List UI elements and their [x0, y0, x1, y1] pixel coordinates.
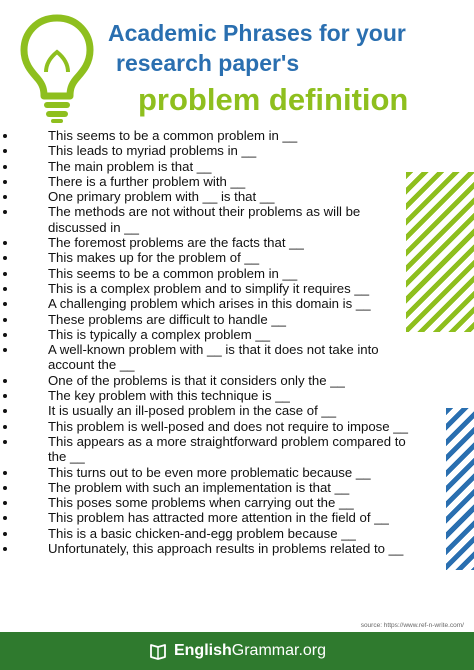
phrase-text: This is a basic chicken-and-egg problem because __ — [48, 525, 356, 541]
bullet-icon — [3, 394, 7, 398]
bullet-icon — [3, 486, 7, 490]
list-item — [0, 250, 474, 265]
list-item — [0, 128, 474, 143]
phrase-text: This seems to be a common problem in __ — [48, 265, 298, 281]
bullet-icon — [3, 256, 7, 260]
bullet-icon — [3, 379, 7, 383]
source-note: source: https://www.ref-n-write.com/ — [360, 622, 464, 629]
phrase-text: It is usually an ill-posed problem in the case of __ — [48, 403, 337, 419]
list-item — [0, 174, 474, 189]
list-item — [0, 388, 474, 403]
phrase-text: A challenging problem which arises in this domain is __ — [48, 296, 371, 312]
bullet-icon — [3, 287, 7, 291]
title-line-1: Academic Phrases for your — [108, 20, 406, 46]
list-item — [0, 204, 474, 235]
bullet-icon — [3, 547, 7, 551]
phrase-text: A well-known problem with __ is that it does not take into account the __ — [48, 342, 379, 373]
bullet-icon — [3, 333, 7, 337]
footer-brand-rest: Grammar.org — [231, 642, 327, 659]
book-logo-icon — [148, 641, 168, 661]
list-item — [0, 235, 474, 250]
lightbulb-icon — [18, 12, 96, 124]
list-item — [0, 419, 474, 434]
list-item — [0, 403, 474, 418]
bullet-icon — [3, 302, 7, 306]
list-item — [0, 342, 474, 373]
phrase-text: The methods are not without their problems as will be discussed in __ — [48, 204, 361, 235]
bullet-icon — [3, 440, 7, 444]
bullet-icon — [3, 409, 7, 413]
page-subtitle: problem definition — [138, 82, 409, 117]
bullet-icon — [3, 501, 7, 505]
phrase-text: This is a complex problem and to simplify it requires __ — [48, 280, 370, 296]
bullet-icon — [3, 425, 7, 429]
list-item — [0, 510, 474, 525]
phrase-text: One primary problem with __ is that __ — [48, 189, 275, 205]
phrase-text: One of the problems is that it considers only the __ — [48, 372, 345, 388]
phrase-text: This seems to be a common problem in __ — [48, 128, 298, 143]
footer-bar — [0, 632, 474, 670]
list-item — [0, 159, 474, 174]
phrase-text: This poses some problems when carrying out the __ — [48, 495, 354, 511]
bullet-icon — [3, 195, 7, 199]
phrase-text: The problem with such an implementation is that __ — [48, 479, 350, 495]
list-item — [0, 143, 474, 158]
list-item — [0, 327, 474, 342]
phrase-text: The foremost problems are the facts that __ — [48, 235, 304, 251]
bullet-icon — [3, 210, 7, 214]
bullet-icon — [3, 134, 7, 138]
list-item — [0, 495, 474, 510]
bullet-icon — [3, 318, 7, 322]
phrase-text: This problem has attracted more attention in the field of __ — [48, 510, 389, 526]
footer-brand-bold: English — [173, 642, 232, 659]
phrase-text: These problems are difficult to handle __ — [48, 311, 287, 327]
list-item — [0, 480, 474, 495]
bullet-icon — [3, 471, 7, 475]
bullet-icon — [3, 165, 7, 169]
bullet-icon — [3, 241, 7, 245]
bullet-icon — [3, 180, 7, 184]
phrase-text: This makes up for the problem of __ — [48, 250, 260, 266]
phrase-text: This problem is well-posed and does not require to impose __ — [48, 418, 408, 434]
page-title — [108, 18, 468, 78]
list-item — [0, 465, 474, 480]
phrase-text: Unfortunately, this approach results in problems related to __ — [48, 541, 404, 557]
title-line-2: research paper's — [116, 50, 300, 76]
list-item — [0, 296, 474, 311]
bullet-icon — [3, 348, 7, 352]
bullet-icon — [3, 516, 7, 520]
list-item — [0, 312, 474, 327]
phrase-text: This appears as a more straightforward problem compared to the __ — [48, 433, 406, 465]
phrase-text: This turns out to be even more problematic because __ — [48, 464, 371, 480]
bullet-icon — [3, 532, 7, 536]
list-item — [0, 189, 474, 204]
phrase-text: There is a further problem with __ — [48, 173, 246, 189]
phrase-list — [0, 128, 474, 556]
phrase-text: This is typically a complex problem __ — [48, 326, 271, 342]
bullet-icon — [3, 149, 7, 153]
bullet-icon — [3, 272, 7, 276]
phrase-text: The key problem with this technique is __ — [48, 388, 290, 404]
list-item — [0, 281, 474, 296]
list-item — [0, 526, 474, 541]
phrase-text: This leads to myriad problems in __ — [48, 143, 257, 159]
list-item — [0, 266, 474, 281]
list-item — [0, 373, 474, 388]
phrase-text: The main problem is that __ — [48, 158, 212, 174]
list-item — [0, 434, 474, 465]
list-item — [0, 541, 474, 556]
